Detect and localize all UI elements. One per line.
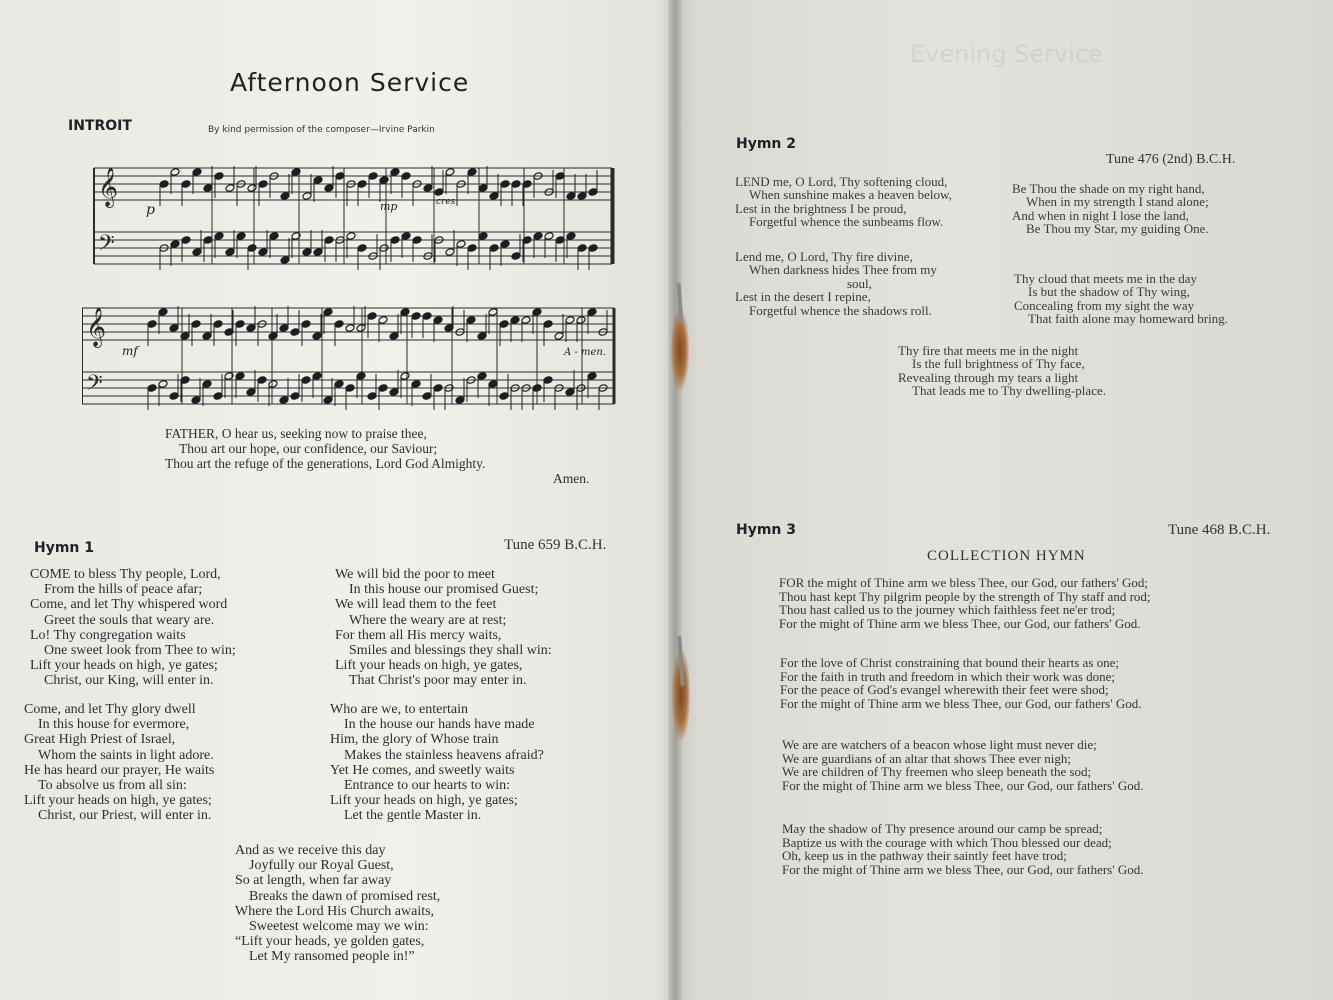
note-head: [268, 332, 278, 341]
note-head: [488, 308, 498, 317]
bass-clef: 𝄢: [86, 371, 103, 401]
note-head: [159, 180, 169, 189]
note-head: [433, 384, 443, 393]
note-head: [301, 376, 311, 385]
note-head: [401, 172, 411, 181]
note-head: [577, 244, 587, 253]
note-head: [543, 376, 553, 385]
note-head: [401, 232, 411, 241]
note-head: [191, 320, 201, 329]
note-head: [225, 248, 235, 257]
note-head: [367, 392, 377, 401]
hymn2-verse4: Thy cloud that meets me in the day Is but the shadow of Thy wing, Concealing from my sight the way That faith alone may homeward bring.: [1014, 271, 1228, 327]
note-head: [489, 244, 499, 253]
dynamic-mark-p: p: [146, 202, 155, 218]
hymn1-tune: Tune 659 B.C.H.: [504, 537, 607, 553]
note-head: [466, 316, 476, 325]
note-head: [170, 168, 180, 177]
note-head: [225, 184, 235, 193]
note-head: [467, 244, 477, 253]
note-head: [280, 192, 290, 201]
note-head: [533, 232, 543, 241]
note-head: [543, 320, 553, 329]
hymn1-col1-verse2: Come, and let Thy glory dwell In this house for evermore, Great High Priest of Israel, Whom the saints in light adore. He has heard our prayer, He waits To absolve us from all sin: Lift your heads on high, ye gates; Christ, our Priest, will enter in.: [24, 702, 215, 824]
hymn3-tune: Tune 468 B.C.H.: [1168, 522, 1271, 538]
note-head: [202, 332, 212, 341]
treble-clef: 𝄞: [86, 307, 107, 347]
note-head: [181, 236, 191, 245]
note-head: [246, 388, 256, 397]
hymn3-verse3: We are are watchers of a beacon whose light must never die; We are guardians of an altar that shows Thee ever nigh; We are children of Thy freemen who sleep beneath the sod; For the might of Thine arm we bless Thee, our God, our fathers' God.: [782, 737, 1144, 793]
hymn2-heading: Hymn 2: [736, 136, 797, 152]
note-head: [158, 380, 168, 389]
note-head: [334, 380, 344, 389]
note-head: [478, 184, 488, 193]
note-head: [499, 392, 509, 401]
note-head: [544, 232, 554, 241]
note-head: [170, 240, 180, 249]
note-head: [258, 180, 268, 189]
introit-amen: Amen.: [553, 471, 590, 486]
note-head: [203, 236, 213, 245]
note-head: [511, 252, 521, 261]
note-head: [235, 372, 245, 381]
note-head: [566, 192, 576, 201]
note-head: [280, 256, 290, 265]
note-head: [565, 316, 575, 325]
note-head: [257, 376, 267, 385]
note-head: [566, 232, 576, 241]
note-head: [532, 384, 542, 393]
note-head: [576, 316, 586, 325]
note-head: [455, 396, 465, 405]
note-head: [400, 372, 410, 381]
note-head: [236, 232, 246, 241]
note-head: [346, 232, 356, 241]
note-head: [577, 192, 587, 201]
note-head: [357, 244, 367, 253]
note-head: [433, 316, 443, 325]
hymn1-col1-verse1: COME to bless Thy people, Lord, From the hills of peace afar; Come, and let Thy whispered word Greet the souls that weary are. Lo! Thy congregation waits One sweet look from Thee to win; Lift your heads on high, ye gates; Christ, our King, will enter in.: [30, 567, 236, 689]
note-head: [390, 236, 400, 245]
note-head: [445, 168, 455, 177]
dynamic-mark-cres: cres: [436, 197, 456, 207]
dynamic-mark-mp: mp: [380, 200, 398, 213]
note-head: [214, 232, 224, 241]
note-head: [213, 392, 223, 401]
note-head: [532, 308, 542, 317]
note-head: [191, 396, 201, 405]
note-head: [500, 240, 510, 249]
note-head: [158, 308, 168, 317]
note-head: [323, 396, 333, 405]
amen-mark: A - men.: [564, 347, 606, 358]
composer-permission: By kind permission of the composer—Irvine Parkin: [208, 125, 435, 135]
note-head: [423, 184, 433, 193]
hymn1-col2-verse2: Who are we, to entertain In the house our hands have made Him, the glory of Whose train Makes the stainless heavens afraid? Yet He comes, and sweetly waits Entrance to our hearts to win: Lift your heads on high, ye gates; Let the gentle Master in.: [330, 702, 544, 824]
note-head: [324, 236, 334, 245]
note-head: [202, 380, 212, 389]
introit-heading: INTROIT: [68, 118, 132, 134]
note-head: [192, 248, 202, 257]
music-score: [82, 140, 622, 430]
note-head: [356, 372, 366, 381]
introit-text: FATHER, O hear us, seeking now to praise thee, Thou art our hope, our confidence, our Saviour; Thou art the refuge of the generations, Lord God Almighty.: [165, 426, 486, 471]
hymn2-verse5: Thy fire that meets me in the night Is the full brightness of Thy face, Revealing through my tears a light That leads me to Thy dwelling-place.: [898, 343, 1106, 399]
note-head: [411, 380, 421, 389]
note-head: [511, 180, 521, 189]
note-head: [290, 328, 300, 337]
note-head: [203, 184, 213, 193]
note-head: [555, 172, 565, 181]
hymn2-verse3: Be Thou the shade on my right hand, When in my strength I stand alone; And when in night I lose the land, Be Thou my Star, my guiding One.: [1012, 181, 1209, 237]
note-head: [467, 168, 477, 177]
note-head: [554, 332, 564, 341]
note-head: [565, 388, 575, 397]
note-head: [247, 184, 257, 193]
note-head: [389, 332, 399, 341]
note-head: [169, 324, 179, 333]
note-head: [357, 180, 367, 189]
note-head: [477, 332, 487, 341]
hymn3-verse4: May the shadow of Thy presence around our camp be spread; Baptize us with the courage with which Thou blessed our dead; Oh, keep us in the pathway their saintly feet have trod; For the might of Thine arm we bless Thee, our God, our fathers' God.: [782, 821, 1144, 877]
note-head: [258, 248, 268, 257]
note-head: [301, 320, 311, 329]
note-head: [214, 172, 224, 181]
note-head: [302, 192, 312, 201]
bass-clef: 𝄢: [98, 231, 115, 261]
hymn1-col2-verse1: We will bid the poor to meet In this house our promised Guest; We will lead them to the feet Where the weary are at rest; For them all His mercy waits, Smiles and blessings they shall win: Lift your heads on high, ye gates, That Christ's poor may enter in.: [335, 567, 552, 689]
note-head: [588, 188, 598, 197]
note-head: [147, 384, 157, 393]
note-head: [181, 180, 191, 189]
note-head: [313, 248, 323, 257]
note-head: [588, 244, 598, 253]
note-head: [279, 324, 289, 333]
note-head: [488, 380, 498, 389]
note-head: [312, 372, 322, 381]
note-head: [323, 308, 333, 317]
note-head: [246, 324, 256, 333]
note-head: [235, 320, 245, 329]
hymn3-heading: Hymn 3: [736, 522, 797, 538]
note-head: [555, 236, 565, 245]
note-head: [335, 172, 345, 181]
note-head: [334, 320, 344, 329]
hymn2-tune: Tune 476 (2nd) B.C.H.: [1106, 152, 1236, 167]
note-head: [356, 324, 366, 333]
note-head: [478, 232, 488, 241]
hymn2-verse2: Lend me, O Lord, Thy fire divine, When darkness hides Thee from my soul, Lest in the desert I repine, Forgetful whence the shadows roll.: [735, 249, 937, 318]
show-through-text: Evening Service: [910, 40, 1103, 68]
note-head: [390, 168, 400, 177]
note-head: [312, 332, 322, 341]
note-head: [268, 380, 278, 389]
note-head: [587, 308, 597, 317]
note-head: [324, 184, 334, 193]
note-head: [279, 396, 289, 405]
hymn3-subtitle: COLLECTION HYMN: [927, 548, 1086, 564]
note-head: [378, 316, 388, 325]
note-head: [500, 180, 510, 189]
note-head: [367, 312, 377, 321]
note-head: [345, 384, 355, 393]
note-head: [456, 240, 466, 249]
note-head: [269, 232, 279, 241]
note-head: [302, 248, 312, 257]
note-head: [213, 320, 223, 329]
hymn1-final-verse: And as we receive this day Joyfully our Royal Guest, So at length, when far away Breaks the dawn of promised rest, Where the Lord His Church awaits, Sweetest welcome may we win: “Lift your heads, ye golden gates, Let My ransomed people in!”: [235, 843, 441, 965]
treble-clef: 𝄞: [98, 167, 119, 207]
note-head: [247, 244, 257, 253]
book-spine: [668, 0, 682, 1000]
note-head: [412, 236, 422, 245]
note-head: [345, 324, 355, 333]
note-head: [147, 320, 157, 329]
note-head: [587, 372, 597, 381]
note-head: [489, 192, 499, 201]
hymn3-verse1: FOR the might of Thine arm we bless Thee, our God, our fathers' God; Thou hast kept Thy pilgrim people by the strength of Thy staff and rod; Thou hast called us to the journey which faithless feet ne'er trod; For the might of Thine arm we bless Thee, our God, our fathers' God.: [779, 575, 1151, 631]
note-head: [400, 308, 410, 317]
note-head: [389, 388, 399, 397]
note-head: [521, 316, 531, 325]
note-head: [169, 392, 179, 401]
hymn1-heading: Hymn 1: [34, 540, 95, 556]
hymn3-verse2: For the love of Christ constraining that bound their hearts as one; For the faith in truth and freedom in which their work was done; For the peace of God's evangel wherewith their feet were shod; For the might of Thine arm we bless Thee, our God, our fathers' God.: [780, 655, 1142, 711]
note-head: [477, 372, 487, 381]
note-head: [290, 392, 300, 401]
page-title: Afternoon Service: [230, 68, 470, 97]
note-head: [499, 320, 509, 329]
note-head: [411, 312, 421, 321]
note-head: [434, 188, 444, 197]
note-head: [445, 248, 455, 257]
note-head: [422, 312, 432, 321]
note-head: [422, 392, 432, 401]
note-head: [192, 168, 202, 177]
note-head: [313, 176, 323, 185]
note-head: [510, 316, 520, 325]
dynamic-mark-mf: mf: [122, 344, 138, 358]
note-head: [368, 172, 378, 181]
hymn2-verse1: LEND me, O Lord, Thy softening cloud, When sunshine makes a heaven below, Lest in the brightness I be proud, Forgetful whence the sunbeams flow.: [735, 174, 952, 230]
note-head: [379, 176, 389, 185]
note-head: [378, 384, 388, 393]
